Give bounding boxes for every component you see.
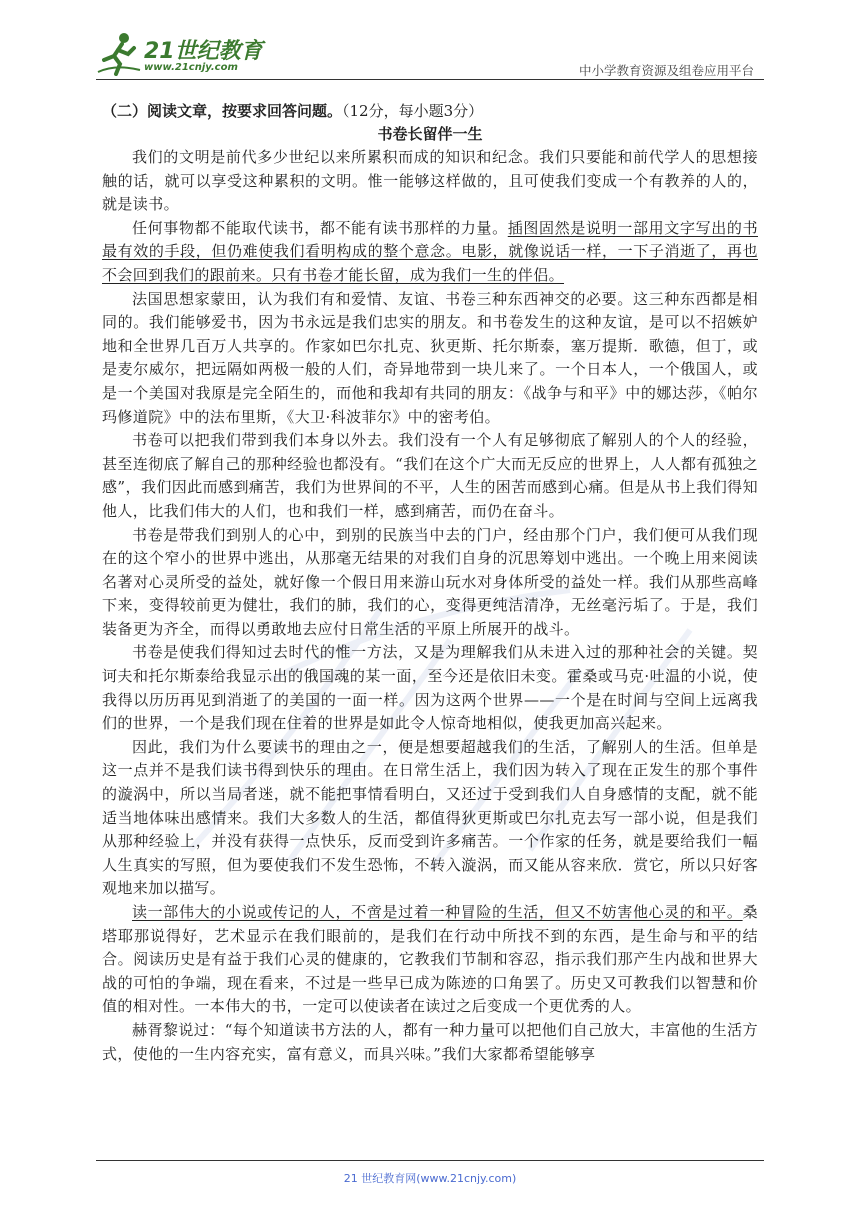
underlined-sentence: 读一部伟大的小说或传记的人，不啻是过着一种冒险的生活，但又不妨害他心灵的和平。 (132, 903, 743, 921)
paragraph: 书卷是带我们到别人的心中，到别的民族当中去的门户，经由那个门户，我们便可从我们现在的这个窄小的世界中逃出，从那毫无结果的对我们自身的沉思筹划中逃出。一个晚上用来阅读名著对心灵所受的益处，就好像一个假日用来游山玩水对身体所受的益处一样。我们从那些高峰下来，变得较前更为健壮，我们的肺，我们的心，变得更纯洁清净，无丝毫污垢了。于是，我们装备更为齐全，而得以勇敢地去应付日常生活的平原上所展开的战斗。 (102, 525, 758, 638)
article-body (102, 100, 758, 1066)
page-footer: 21 世纪教育网(www.21cnjy.com) (343, 1172, 517, 1185)
footer-divider (96, 1160, 764, 1161)
header-divider (96, 79, 764, 80)
question-heading-bold: （二）阅读文章，按要求回答问题。 (102, 102, 343, 120)
paragraph: 我们的文明是前代多少世纪以来所累积而成的知识和纪念。我们只要能和前代学人的思想接触的话，就可以享受这种累积的文明。惟一能够这样做的，且可使我们变成一个有教养的人的，就是读书。 (102, 148, 758, 214)
paragraph-underlined-sentence (102, 901, 758, 1019)
paragraph-rest: 桑塔耶那说得好，艺术显示在我们眼前的，是我们在行动中所找不到的东西，是生命与和平的结合。阅读历史是有益于我们心灵的健康的，它教我们节制和容忍，指示我们那产生内战和世界大战的可怕的争端，现在看来，不过是一些早已成为陈迹的口角罢了。历史又可教我们以智慧和价值的相对性。一本伟大的书，一定可以使读者在读过之后变成一个更优秀的人。 (102, 903, 758, 1016)
paragraph: 书卷可以把我们带到我们本身以外去。我们没有一个人有足够彻底了解别人的个人的经验，甚至连彻底了解自己的那种经验也都没有。“我们在这个广大而无反应的世界上，人人都有孤独之感”，我们因此而感到痛苦，我们为世界间的不平，人生的困苦而感到心痛。但是从书上我们得知他人，比我们伟大的人们，也和我们一样，感到痛苦，而仍在奋斗。 (102, 431, 758, 520)
logo-url: www.21cnjy.com (144, 62, 238, 73)
paragraph: 赫胥黎说过：“每个知道读书方法的人，都有一种力量可以把他们自己放大，丰富他的生活方式，使他的一生内容充实，富有意义，而具兴味。”我们大家都希望能够享 (102, 1020, 758, 1063)
paragraph: 书卷是使我们得知过去时代的惟一方法，又是为理解我们从未进入过的那种社会的关键。契诃夫和托尔斯泰给我显示出的俄国魂的某一面，至今还是依旧未变。霍桑或马克·吐温的小说，使我得以历历再见到消逝了的美国的一面一样。因为这两个世界——一个是在时间与空间上远离我们的世界，一个是我们现在住着的世界是如此令人惊奇地相似，使我更加高兴起来。 (102, 643, 758, 733)
page-header (96, 28, 764, 80)
paragraph-underlined-sentence (102, 217, 758, 288)
site-logo (96, 28, 266, 78)
logo-text: 21世纪教育 (144, 39, 263, 64)
paragraph: 法国思想家蒙田，认为我们有和爱情、友谊、书卷三种东西神交的必要。这三种东西都是相同的。我们能够爱书，因为书永远是我们忠实的朋友。和书卷发生的这种友谊，是可以不招嫉妒地和全世界几百万人共享的。作家如巴尔扎克、狄更斯、托尔斯泰，塞万提斯．歌德，但丁，或是麦尔威尔，把远隔如两极一般的人们，奇异地带到一块儿来了。一个日本人，一个俄国人，或是一个美国对我原是完全陌生的，而他和我却有共同的朋友：《战争与和平》中的娜达莎，《帕尔玛修道院》中的法布里斯，《大卫·科波菲尔》中的密考伯。 (102, 289, 758, 426)
article-title: 书卷长留伴一生 (377, 125, 483, 143)
question-score-note: （12分，每小题3分） (342, 102, 484, 120)
paragraph: 因此，我们为什么要读书的理由之一，便是想要超越我们的生活，了解别人的生活。但单是这一点并不是我们读书得到快乐的理由。在日常生活上，我们因为转入了现在正发生的那个事件的漩涡中，所以当局者迷，就不能把事情看明白，又还过于受到我们人自身感情的支配，就不能适当地体味出感情来。我们大多数人的生活，都值得狄更斯或巴尔扎克去写一部小说，但是我们从那种经验上，并没有获得一点快乐，反而受到许多痛苦。一个作家的任务，就是要给我们一幅人生真实的写照，但为要使我们不发生恐怖，不转入漩涡，而又能从容来欣．赏它，所以只好客观地来加以描写。 (102, 737, 758, 898)
running-figure-logo-icon (96, 30, 142, 76)
question-heading (102, 100, 758, 122)
underlined-sentence: 插图固然是说明一部用文字写出的书最有效的手段，但仍难使我们看明构成的整个意念。电影，就像说话一样，一下子消逝了，再也不会回到我们的跟前来。只有书卷才能长留，成为我们一生的伴侣。 (102, 218, 758, 284)
paragraph-lead: 任何事物都不能取代读书，都不能有读书那样的力量。 (132, 218, 508, 237)
platform-name: 中小学教育资源及组卷应用平台 (578, 63, 754, 78)
